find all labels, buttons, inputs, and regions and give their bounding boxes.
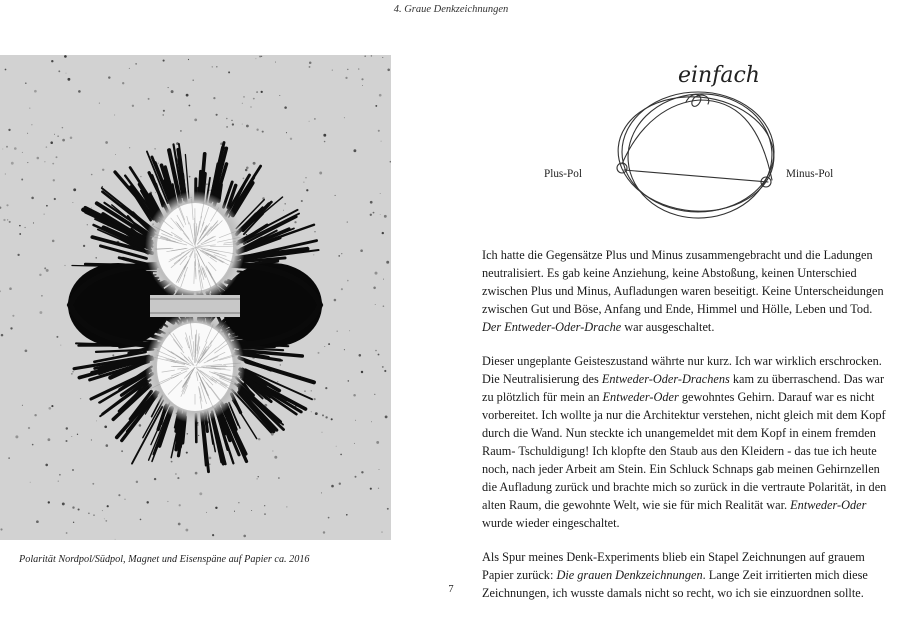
- p2-text-3: gewohntes Gehirn. Darauf war es nicht vorbereitet. Ich wollte ja nur die Architektur verstehen, nicht gleich mit dem Kopf durch die Wand. Nun steckte ich unangemeldet mit dem Kopf in einem fremden Raum- Tschuldigung! Ich klopfte den Staub aus den Kleidern - das tue ich heute noch, nach jeder Arbeit am Stein. Ein Schluck Schnaps gab meinen Gehirnzellen die Aufladung zurück und brachte mich so zurück in die vertraute Polarität, in den alten Raum, die gewohnte Welt, wie sie für mich Realität war.: [482, 390, 886, 512]
- p2-italic-2: Entweder-Oder: [603, 390, 679, 404]
- p1-text-1: Ich hatte die Gegensätze Plus und Minus zusammengebracht und die Ladungen neutralisiert. Es gab keine Anziehung, keine Abstoßung, keinen Unterschied zwischen Plus und Minus, Aufladungen waren beseitigt. Keine Unterscheidungen zwischen Gut und Böse, Anfang und Ende, Himmel und Hölle, Leben und Tod.: [482, 248, 884, 316]
- sketch-signature: einfach: [678, 63, 760, 88]
- p2-text-4: wurde wieder eingeschaltet.: [482, 516, 620, 530]
- paragraph-1: [482, 246, 892, 336]
- p1-text-2: war ausgeschaltet.: [621, 320, 714, 334]
- plus-pole-label: Plus-Pol: [544, 168, 582, 180]
- p3-text-1: Als Spur meines Denk-Experiments blieb ein Stapel Zeichnungen auf grauem Papier zurück:: [482, 550, 865, 582]
- p2-italic-3: Entweder-Oder: [790, 498, 866, 512]
- running-header: 4. Graue Denkzeichnungen: [0, 4, 902, 15]
- p2-italic-1: Entweder-Oder-Drachens: [602, 372, 730, 386]
- paragraph-2: [482, 352, 892, 532]
- minus-pole-label: Minus-Pol: [786, 168, 833, 180]
- page-number: 7: [0, 584, 902, 595]
- polarity-sketch: [600, 52, 800, 222]
- figure-caption: Polarität Nordpol/Südpol, Magnet und Eisenspäne auf Papier ca. 2016: [19, 554, 389, 565]
- p3-text-2: . Lange Zeit irritierten mich diese Zeichnungen, ich wusste damals nicht so recht, wo ich sie einzuordnen sollte.: [482, 568, 868, 600]
- p2-text-1: Dieser ungeplante Geisteszustand währte nur kurz. Ich war wirklich erschrocken. Die Neutralisierung des: [482, 354, 882, 386]
- p3-italic-1: Die grauen Denkzeichnungen: [556, 568, 702, 582]
- magnet-iron-filings-photo: [0, 55, 391, 540]
- p1-italic-1: Der Entweder-Oder-Drache: [482, 320, 621, 334]
- p2-text-2: kam zu überraschend. Das war zu plötzlich für mein an: [482, 372, 884, 404]
- body-text: [482, 246, 892, 618]
